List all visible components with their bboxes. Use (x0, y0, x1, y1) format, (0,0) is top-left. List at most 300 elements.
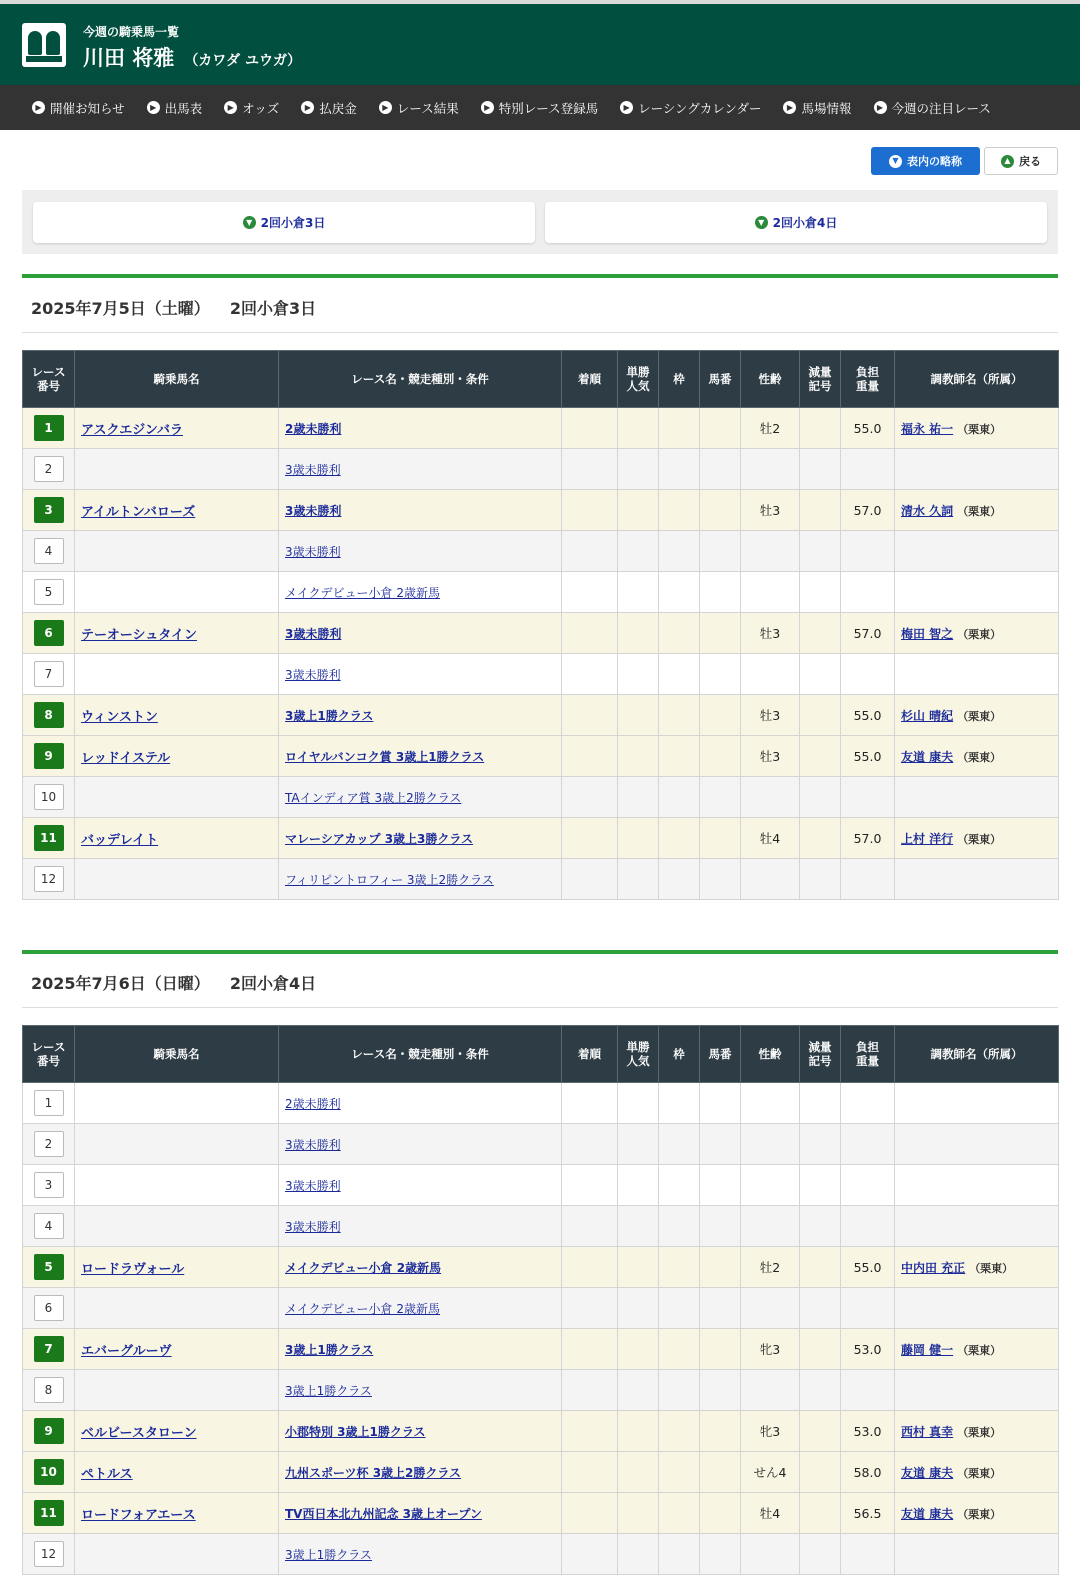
race-link[interactable]: メイクデビュー小倉 2歳新馬 (285, 1260, 442, 1275)
race-no-cell (23, 449, 75, 490)
trainer-link[interactable]: 上村 洋行 (901, 831, 954, 846)
race-no-cell (23, 1206, 75, 1247)
horse-cell (75, 1534, 279, 1575)
section-divider (22, 950, 1058, 954)
sex-age-cell: 牡2 (741, 1247, 800, 1288)
trainer-cell (895, 1452, 1059, 1493)
horse-link[interactable]: ベルビースタローン (81, 1425, 197, 1441)
trainer-cell (895, 654, 1059, 695)
weight-cell: 57.0 (841, 613, 895, 654)
nav-item[interactable] (224, 99, 279, 117)
race-link[interactable]: メイクデビュー小倉 2歳新馬 (285, 1301, 440, 1316)
horse-no-cell (700, 1206, 741, 1247)
race-number-badge: 4 (34, 1213, 64, 1239)
race-name-cell (279, 1329, 562, 1370)
popularity-cell (618, 613, 659, 654)
finish-cell (562, 490, 618, 531)
race-name-cell (279, 1288, 562, 1329)
weight-mark-cell (800, 777, 841, 818)
race-table (22, 350, 1059, 900)
weight-cell (841, 1206, 895, 1247)
section-separator (22, 332, 1058, 333)
frame-cell (659, 1370, 700, 1411)
race-number-badge: 7 (34, 1336, 64, 1362)
col-race-name-header: レース名・競走種別・条件 (279, 351, 562, 408)
race-link[interactable]: TAインディア賞 3歳上2勝クラス (285, 790, 462, 805)
col-weight-header: 負担 重量 (841, 351, 895, 408)
horse-no-cell (700, 1247, 741, 1288)
race-link[interactable]: 3歳未勝利 (285, 667, 341, 682)
frame-cell (659, 818, 700, 859)
race-link[interactable]: ロイヤルバンコク賞 3歳上1勝クラス (285, 749, 485, 764)
race-name-cell (279, 1534, 562, 1575)
race-number-badge: 2 (34, 1131, 64, 1157)
race-link[interactable]: 3歳未勝利 (285, 503, 342, 518)
col-frame-header: 枠 (659, 1026, 700, 1083)
sex-age-cell: 牡3 (741, 736, 800, 777)
race-name-cell (279, 654, 562, 695)
popularity-cell (618, 1124, 659, 1165)
weight-cell (841, 572, 895, 613)
finish-cell (562, 695, 618, 736)
horse-cell (75, 818, 279, 859)
race-link[interactable]: 3歳未勝利 (285, 462, 341, 477)
nav-item[interactable] (620, 99, 761, 117)
trainer-link[interactable]: 友道 康夫 (901, 749, 954, 764)
weight-cell (841, 777, 895, 818)
popularity-cell (618, 695, 659, 736)
trainer-cell (895, 490, 1059, 531)
trainer-link[interactable]: 梅田 智之 (901, 626, 954, 641)
horse-link[interactable]: ロードラヴォール (81, 1261, 185, 1277)
race-number-badge: 8 (34, 702, 64, 728)
race-link[interactable]: 3歳未勝利 (285, 1137, 341, 1152)
race-link[interactable]: 3歳未勝利 (285, 544, 341, 559)
frame-cell (659, 736, 700, 777)
popularity-cell (618, 654, 659, 695)
horse-no-cell (700, 1411, 741, 1452)
trainer-cell (895, 1329, 1059, 1370)
frame-cell (659, 859, 700, 900)
weight-cell: 57.0 (841, 818, 895, 859)
finish-cell (562, 1247, 618, 1288)
chevron-right-icon: ▶ (874, 101, 887, 114)
abbreviations-button[interactable] (871, 147, 980, 175)
race-number-badge: 9 (34, 1418, 64, 1444)
race-link[interactable]: メイクデビュー小倉 2歳新馬 (285, 585, 440, 600)
nav-item-label: 払戻金 (319, 100, 357, 116)
race-number-badge: 9 (34, 743, 64, 769)
tab-label: 2回小倉4日 (772, 216, 838, 230)
race-name-cell (279, 777, 562, 818)
trainer-link[interactable]: 杉山 晴紀 (901, 708, 954, 723)
trainer-cell (895, 1534, 1059, 1575)
trainer-cell (895, 1288, 1059, 1329)
table-row (23, 490, 1059, 531)
race-link[interactable]: 3歳上1勝クラス (285, 1383, 372, 1398)
trainer-cell (895, 531, 1059, 572)
table-row (23, 1534, 1059, 1575)
horse-link[interactable]: アイルトンバローズ (81, 504, 196, 520)
col-horse-header: 騎乗馬名 (75, 351, 279, 408)
sex-age-cell (741, 1206, 800, 1247)
popularity-cell (618, 818, 659, 859)
finish-cell (562, 613, 618, 654)
race-no-cell (23, 1370, 75, 1411)
finish-cell (562, 531, 618, 572)
popularity-cell (618, 490, 659, 531)
nav-item-label: 出馬表 (164, 100, 203, 116)
section-date: 2025年7月6日（日曜） (31, 974, 210, 993)
section-divider (22, 274, 1058, 278)
frame-cell (659, 1534, 700, 1575)
trainer-link[interactable]: 福永 祐一 (901, 421, 954, 436)
weight-mark-cell (800, 1083, 841, 1124)
race-no-cell (23, 408, 75, 449)
horse-cell (75, 1206, 279, 1247)
race-link[interactable]: マレーシアカップ 3歳上3勝クラス (285, 831, 474, 846)
popularity-cell (618, 1493, 659, 1534)
weight-mark-cell (800, 1247, 841, 1288)
frame-cell (659, 1411, 700, 1452)
chevron-right-icon: ▶ (481, 101, 494, 114)
section-meeting: 2回小倉4日 (229, 974, 317, 993)
race-link[interactable]: 3歳未勝利 (285, 1178, 341, 1193)
table-row (23, 1493, 1059, 1534)
horse-link[interactable]: レッドイステル (81, 750, 171, 766)
popularity-cell (618, 531, 659, 572)
race-no-cell (23, 1124, 75, 1165)
col-horse-no-header: 馬番 (700, 1026, 741, 1083)
page-subtitle: 今週の騎乗馬一覧 (83, 25, 180, 39)
nav-item[interactable] (32, 99, 125, 117)
weight-cell (841, 1165, 895, 1206)
section-separator (22, 1007, 1058, 1008)
race-name-cell (279, 859, 562, 900)
sex-age-cell (741, 1288, 800, 1329)
race-no-cell (23, 490, 75, 531)
sex-age-cell (741, 1165, 800, 1206)
finish-cell (562, 1411, 618, 1452)
tab-day-3[interactable] (33, 202, 535, 243)
sex-age-cell: 牡4 (741, 1493, 800, 1534)
race-name-cell (279, 531, 562, 572)
race-no-cell (23, 1247, 75, 1288)
nav-item[interactable] (481, 99, 598, 117)
chevron-down-icon: ▼ (755, 216, 768, 229)
nav-item-label: 今週の注目レース (891, 100, 991, 116)
table-row (23, 1411, 1059, 1452)
nav-item[interactable] (874, 99, 991, 117)
table-row (23, 695, 1059, 736)
trainer-cell (895, 1370, 1059, 1411)
weight-cell: 55.0 (841, 408, 895, 449)
chevron-right-icon: ▶ (783, 101, 796, 114)
table-row (23, 1329, 1059, 1370)
sex-age-cell (741, 449, 800, 490)
race-no-cell (23, 654, 75, 695)
race-no-cell (23, 695, 75, 736)
table-header-row (23, 351, 1059, 408)
race-link[interactable]: 3歳未勝利 (285, 626, 342, 641)
sex-age-cell: せん4 (741, 1452, 800, 1493)
race-link[interactable]: 3歳未勝利 (285, 1219, 341, 1234)
horse-cell (75, 695, 279, 736)
main-nav (0, 85, 1080, 130)
section-title (31, 971, 316, 994)
weight-mark-cell (800, 818, 841, 859)
table-row (23, 1165, 1059, 1206)
race-link[interactable]: 小郡特別 3歳上1勝クラス (285, 1424, 426, 1439)
weight-cell: 58.0 (841, 1452, 895, 1493)
frame-cell (659, 1493, 700, 1534)
race-link[interactable]: 3歳上1勝クラス (285, 708, 374, 723)
race-number-badge: 4 (34, 538, 64, 564)
horse-no-cell (700, 1288, 741, 1329)
race-name-cell (279, 695, 562, 736)
section-meeting: 2回小倉3日 (229, 299, 317, 318)
horse-no-cell (700, 1165, 741, 1206)
horse-cell (75, 449, 279, 490)
race-no-cell (23, 1534, 75, 1575)
finish-cell (562, 736, 618, 777)
sex-age-cell: 牡3 (741, 490, 800, 531)
sex-age-cell (741, 1534, 800, 1575)
table-row (23, 408, 1059, 449)
chevron-right-icon: ▶ (379, 101, 392, 114)
popularity-cell (618, 1288, 659, 1329)
race-number-badge: 5 (34, 1254, 64, 1280)
horse-cell (75, 1247, 279, 1288)
nav-item-label: 馬場情報 (801, 100, 852, 116)
race-number-badge: 3 (34, 1172, 64, 1198)
frame-cell (659, 777, 700, 818)
trainer-affiliation: （栗東） (957, 1343, 1002, 1357)
horse-link[interactable]: ロードフォアエース (81, 1507, 196, 1523)
table-row (23, 859, 1059, 900)
frame-cell (659, 1124, 700, 1165)
nav-item[interactable] (783, 99, 851, 117)
horse-link[interactable]: テーオーシュタイン (81, 627, 197, 643)
finish-cell (562, 1083, 618, 1124)
tab-day-4[interactable] (545, 202, 1047, 243)
table-row (23, 449, 1059, 490)
horse-no-cell (700, 490, 741, 531)
race-name-cell (279, 1206, 562, 1247)
frame-cell (659, 1083, 700, 1124)
popularity-cell (618, 1083, 659, 1124)
race-table (22, 1025, 1059, 1575)
race-no-cell (23, 1083, 75, 1124)
popularity-cell (618, 1206, 659, 1247)
nav-item[interactable] (301, 99, 357, 117)
finish-cell (562, 572, 618, 613)
weight-mark-cell (800, 654, 841, 695)
horse-no-cell (700, 1083, 741, 1124)
horse-link[interactable]: ペトルス (81, 1466, 133, 1482)
horse-no-cell (700, 736, 741, 777)
chevron-right-icon: ▶ (620, 101, 633, 114)
frame-cell (659, 613, 700, 654)
table-row (23, 572, 1059, 613)
horse-cell (75, 1083, 279, 1124)
race-name-cell (279, 1370, 562, 1411)
weight-mark-cell (800, 490, 841, 531)
chevron-down-icon: ▼ (889, 155, 902, 168)
table-row (23, 531, 1059, 572)
horse-cell (75, 1329, 279, 1370)
col-trainer-header: 調教師名（所属） (895, 351, 1059, 408)
col-sex-age-header: 性齢 (741, 351, 800, 408)
horse-cell (75, 408, 279, 449)
horse-cell (75, 736, 279, 777)
weight-mark-cell (800, 1370, 841, 1411)
trainer-cell (895, 1493, 1059, 1534)
race-link[interactable]: 九州スポーツ杯 3歳上2勝クラス (285, 1465, 462, 1480)
nav-item[interactable] (379, 99, 459, 117)
race-name-cell (279, 1124, 562, 1165)
table-row (23, 654, 1059, 695)
weight-mark-cell (800, 1329, 841, 1370)
trainer-affiliation: （栗東） (957, 750, 1002, 764)
tab-label: 2回小倉3日 (260, 216, 326, 230)
horse-no-cell (700, 654, 741, 695)
chevron-up-icon: ▲ (1001, 155, 1014, 168)
horse-no-cell (700, 1534, 741, 1575)
table-row (23, 736, 1059, 777)
weight-cell (841, 1534, 895, 1575)
weight-mark-cell (800, 859, 841, 900)
back-button[interactable] (984, 147, 1058, 175)
col-popularity-header: 単勝 人気 (618, 351, 659, 408)
trainer-affiliation: （栗東） (957, 627, 1002, 641)
trainer-cell (895, 1206, 1059, 1247)
horse-cell (75, 1165, 279, 1206)
weight-mark-cell (800, 408, 841, 449)
trainer-cell (895, 613, 1059, 654)
race-link[interactable]: フィリピントロフィー 3歳上2勝クラス (285, 872, 494, 887)
finish-cell (562, 1452, 618, 1493)
table-row (23, 1288, 1059, 1329)
horse-link[interactable]: エバーグルーヴ (81, 1343, 172, 1359)
weight-mark-cell (800, 1534, 841, 1575)
horse-link[interactable]: アスクエジンバラ (81, 422, 183, 438)
weight-cell: 55.0 (841, 1247, 895, 1288)
table-row (23, 1452, 1059, 1493)
weight-cell (841, 859, 895, 900)
horse-cell (75, 859, 279, 900)
sex-age-cell (741, 531, 800, 572)
trainer-link[interactable]: 清水 久詞 (901, 503, 954, 518)
sex-age-cell (741, 1124, 800, 1165)
trainer-affiliation: （栗東） (957, 1466, 1002, 1480)
weight-cell: 57.0 (841, 490, 895, 531)
trainer-cell (895, 1247, 1059, 1288)
col-horse-header: 騎乗馬名 (75, 1026, 279, 1083)
horse-no-cell (700, 572, 741, 613)
race-link[interactable]: 3歳上1勝クラス (285, 1547, 372, 1562)
jockeys-icon (22, 23, 66, 67)
race-number-badge: 8 (34, 1377, 64, 1403)
weight-mark-cell (800, 1411, 841, 1452)
race-name-cell (279, 1411, 562, 1452)
weight-cell (841, 654, 895, 695)
race-name-cell (279, 572, 562, 613)
horse-cell (75, 1288, 279, 1329)
popularity-cell (618, 408, 659, 449)
col-sex-age-header: 性齢 (741, 1026, 800, 1083)
site-header (0, 0, 1080, 85)
chevron-right-icon: ▶ (147, 101, 160, 114)
race-number-badge: 7 (34, 661, 64, 687)
popularity-cell (618, 859, 659, 900)
trainer-cell (895, 1124, 1059, 1165)
weight-mark-cell (800, 1206, 841, 1247)
weight-mark-cell (800, 531, 841, 572)
sex-age-cell: 牝3 (741, 1329, 800, 1370)
race-number-badge: 3 (34, 497, 64, 523)
race-name-cell (279, 449, 562, 490)
race-no-cell (23, 1165, 75, 1206)
table-row (23, 1370, 1059, 1411)
finish-cell (562, 654, 618, 695)
trainer-affiliation: （栗東） (957, 504, 1002, 518)
trainer-link[interactable]: 藤岡 健一 (901, 1342, 954, 1357)
race-number-badge: 6 (34, 1295, 64, 1321)
race-link[interactable]: TV西日本北九州記念 3歳上オープン (285, 1506, 482, 1521)
horse-cell (75, 572, 279, 613)
race-link[interactable]: 2歳未勝利 (285, 421, 342, 436)
trainer-link[interactable]: 友道 康夫 (901, 1465, 954, 1480)
race-link[interactable]: 3歳上1勝クラス (285, 1342, 374, 1357)
race-number-badge: 12 (34, 1541, 64, 1567)
race-number-badge: 6 (34, 620, 64, 646)
trainer-link[interactable]: 友道 康夫 (901, 1506, 954, 1521)
popularity-cell (618, 1247, 659, 1288)
table-header-row (23, 1026, 1059, 1083)
nav-item-label: 特別レース登録馬 (498, 100, 599, 116)
race-number-badge: 10 (34, 1459, 64, 1485)
sex-age-cell (741, 654, 800, 695)
weight-cell (841, 1370, 895, 1411)
race-no-cell (23, 1329, 75, 1370)
finish-cell (562, 859, 618, 900)
nav-item-label: レーシングカレンダー (638, 100, 762, 116)
nav-item[interactable] (147, 99, 203, 117)
sex-age-cell (741, 859, 800, 900)
horse-no-cell (700, 449, 741, 490)
horse-no-cell (700, 1493, 741, 1534)
trainer-link[interactable]: 西村 真幸 (901, 1424, 954, 1439)
frame-cell (659, 695, 700, 736)
finish-cell (562, 1288, 618, 1329)
frame-cell (659, 449, 700, 490)
race-no-cell (23, 859, 75, 900)
weight-cell: 53.0 (841, 1329, 895, 1370)
race-link[interactable]: 2歳未勝利 (285, 1096, 341, 1111)
horse-link[interactable]: ウィンストン (81, 709, 158, 725)
trainer-link[interactable]: 中内田 充正 (901, 1260, 966, 1275)
race-number-badge: 5 (34, 579, 64, 605)
popularity-cell (618, 1165, 659, 1206)
frame-cell (659, 531, 700, 572)
race-number-badge: 12 (34, 866, 64, 892)
trainer-cell (895, 1083, 1059, 1124)
horse-no-cell (700, 1329, 741, 1370)
horse-link[interactable]: バッデレイト (81, 832, 159, 848)
trainer-affiliation: （栗東） (957, 1425, 1002, 1439)
col-weight-mark-header: 減量 記号 (800, 1026, 841, 1083)
